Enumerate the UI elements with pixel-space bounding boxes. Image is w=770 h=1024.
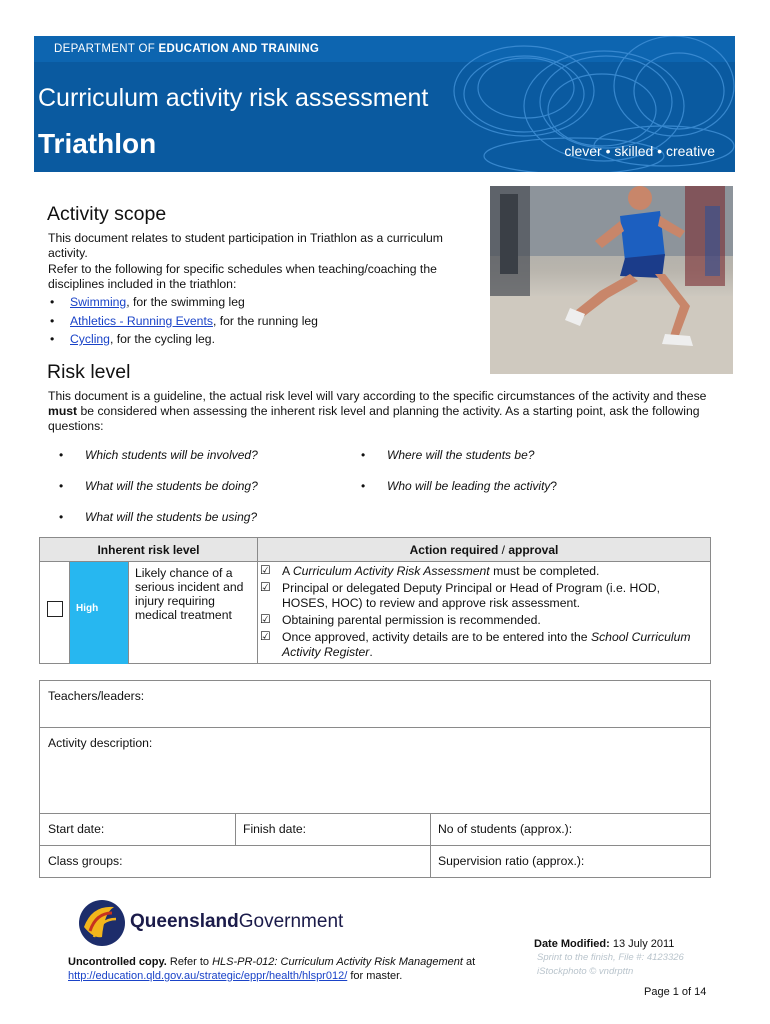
scope-para-1: This document relates to student participation in Triathlon as a curriculum activity. bbox=[48, 231, 443, 260]
risk-level-badge: High bbox=[70, 562, 128, 664]
action-header-sep: / bbox=[498, 543, 509, 557]
scope-para-2: Refer to the following for specific schedules when teaching/coaching the disciplines included in the triathlon: bbox=[48, 262, 437, 291]
action-text: Principal or delegated Deputy Principal or Head of Program (i.e. HOD, HOSES, HOC) to review and approve risk assessment. bbox=[282, 581, 660, 610]
action-list bbox=[260, 564, 705, 662]
students-field[interactable] bbox=[430, 814, 710, 845]
class-groups-label: Class groups: bbox=[48, 854, 123, 868]
action-text: Obtaining parental permission is recommended. bbox=[282, 613, 541, 627]
action-text-italic: School Curriculum Activity Register bbox=[282, 630, 691, 659]
master-url-link[interactable]: http://education.qld.gov.au/strategic/eppr/health/hlspr012/ bbox=[68, 970, 348, 982]
table-divider bbox=[128, 562, 129, 663]
form-row-description bbox=[40, 728, 710, 814]
supervision-field[interactable] bbox=[430, 846, 710, 878]
table-divider bbox=[257, 538, 258, 663]
cycling-link[interactable]: Cycling bbox=[70, 332, 110, 346]
supervision-label: Supervision ratio (approx.): bbox=[438, 854, 585, 868]
teachers-label: Teachers/leaders: bbox=[48, 689, 145, 703]
date-value: 13 July 2011 bbox=[609, 938, 675, 950]
action-header-b: approval bbox=[508, 543, 559, 557]
question-text: Who will be leading the activity bbox=[387, 479, 551, 493]
page-title: Curriculum activity risk assessment bbox=[38, 84, 429, 112]
description-label: Activity description: bbox=[48, 736, 153, 750]
queensland-government-wordmark bbox=[130, 911, 343, 933]
risk-para-b: be considered when assessing the inherent risk level and planning the activity. As a starting point, ask the following questions: bbox=[48, 404, 700, 433]
inherent-risk-header: Inherent risk level bbox=[97, 543, 200, 557]
finish-date-field[interactable] bbox=[235, 814, 430, 845]
question-1: • Which students will be involved? bbox=[59, 448, 258, 462]
swimming-link[interactable]: Swimming bbox=[70, 295, 127, 309]
risk-para-a: This document is a guideline, the actual risk level will vary according to the specific circumstances of the activity and these bbox=[48, 389, 707, 403]
question-text: What will the students be doing? bbox=[85, 479, 258, 493]
action-text-italic: Curriculum Activity Risk Assessment bbox=[292, 564, 490, 578]
list-item-text: , for the running leg bbox=[212, 313, 318, 328]
risk-description: Likely chance of a serious incident and injury requiring medical treatment bbox=[135, 566, 244, 622]
date-modified bbox=[534, 938, 674, 950]
question-4: • Who will be leading the activity? bbox=[361, 479, 558, 493]
uncontrolled-copy-notice bbox=[68, 955, 475, 983]
action-item bbox=[260, 630, 705, 660]
risk-para bbox=[48, 389, 718, 434]
action-header-a: Action required bbox=[409, 543, 499, 557]
risk-para-bold: must bbox=[48, 404, 78, 418]
question-text: Where will the students be? bbox=[387, 448, 535, 462]
question-text: What will the students be using? bbox=[85, 510, 258, 524]
form-row-class bbox=[40, 846, 710, 878]
department-name: EDUCATION AND TRAINING bbox=[158, 43, 320, 55]
activity-form bbox=[39, 680, 711, 878]
question-2: • Where will the students be? bbox=[361, 448, 535, 462]
uncontrolled-at: at bbox=[462, 956, 476, 968]
list-item bbox=[48, 330, 318, 349]
uncontrolled-bold: Uncontrolled copy. bbox=[68, 956, 167, 968]
discipline-list bbox=[48, 293, 318, 349]
risk-table-header bbox=[40, 538, 710, 562]
start-date-label: Start date: bbox=[48, 822, 105, 836]
page-number: Page 1 of 14 bbox=[644, 986, 707, 998]
teachers-field[interactable] bbox=[40, 681, 710, 727]
page-subtitle: Triathlon bbox=[38, 128, 157, 159]
question-text: Which students will be involved? bbox=[85, 448, 258, 462]
start-date-field[interactable] bbox=[40, 814, 235, 845]
action-text: Once approved, activity details are to be entered into the bbox=[282, 630, 591, 644]
action-item bbox=[260, 613, 705, 628]
action-header bbox=[257, 543, 711, 557]
date-label: Date Modified: bbox=[534, 938, 610, 950]
uncontrolled-italic: HLS-PR-012: Curriculum Activity Risk Management bbox=[212, 956, 463, 968]
list-item bbox=[48, 293, 318, 312]
students-label: No of students (approx.): bbox=[438, 822, 573, 836]
queensland-logo-icon bbox=[74, 897, 130, 949]
logo-word-2: Government bbox=[238, 911, 344, 932]
list-item-text: , for the cycling leg. bbox=[109, 332, 215, 346]
activity-scope-heading: Activity scope bbox=[47, 203, 167, 225]
question-5: • What will the students be using? bbox=[59, 510, 258, 524]
action-item bbox=[260, 564, 705, 579]
action-text: A bbox=[282, 564, 293, 578]
action-text: must be completed. bbox=[489, 564, 600, 578]
runner-illustration-icon bbox=[490, 186, 733, 374]
class-groups-field[interactable] bbox=[40, 846, 430, 878]
tagline: clever • skilled • creative bbox=[564, 143, 715, 159]
list-item-text: , for the swimming leg bbox=[126, 295, 245, 309]
action-text: . bbox=[369, 645, 373, 659]
list-item bbox=[48, 312, 318, 331]
for-master-text: for master. bbox=[347, 970, 403, 982]
photo-credit-2: iStockphoto © vndrpttn bbox=[537, 966, 634, 977]
action-item bbox=[260, 581, 705, 611]
uncontrolled-text: Refer to bbox=[166, 956, 213, 968]
photo-credit-1: Sprint to the finish, File #: 4123326 bbox=[537, 952, 684, 963]
athletics-link[interactable]: Athletics - Running Events bbox=[70, 313, 213, 328]
risk-level-heading: Risk level bbox=[47, 361, 131, 383]
header-banner bbox=[34, 36, 735, 172]
runner-photo bbox=[490, 186, 733, 374]
question-3: • What will the students be doing? bbox=[59, 479, 258, 493]
finish-date-label: Finish date: bbox=[243, 822, 307, 836]
department-prefix: DEPARTMENT OF bbox=[54, 43, 159, 55]
risk-table bbox=[39, 537, 711, 664]
form-row-dates bbox=[40, 814, 710, 846]
description-field[interactable] bbox=[40, 728, 710, 813]
high-risk-checkbox[interactable] bbox=[47, 601, 63, 617]
logo-word-1: Queensland bbox=[130, 911, 239, 932]
form-row-teachers bbox=[40, 681, 710, 728]
question-suffix: ? bbox=[550, 479, 558, 493]
